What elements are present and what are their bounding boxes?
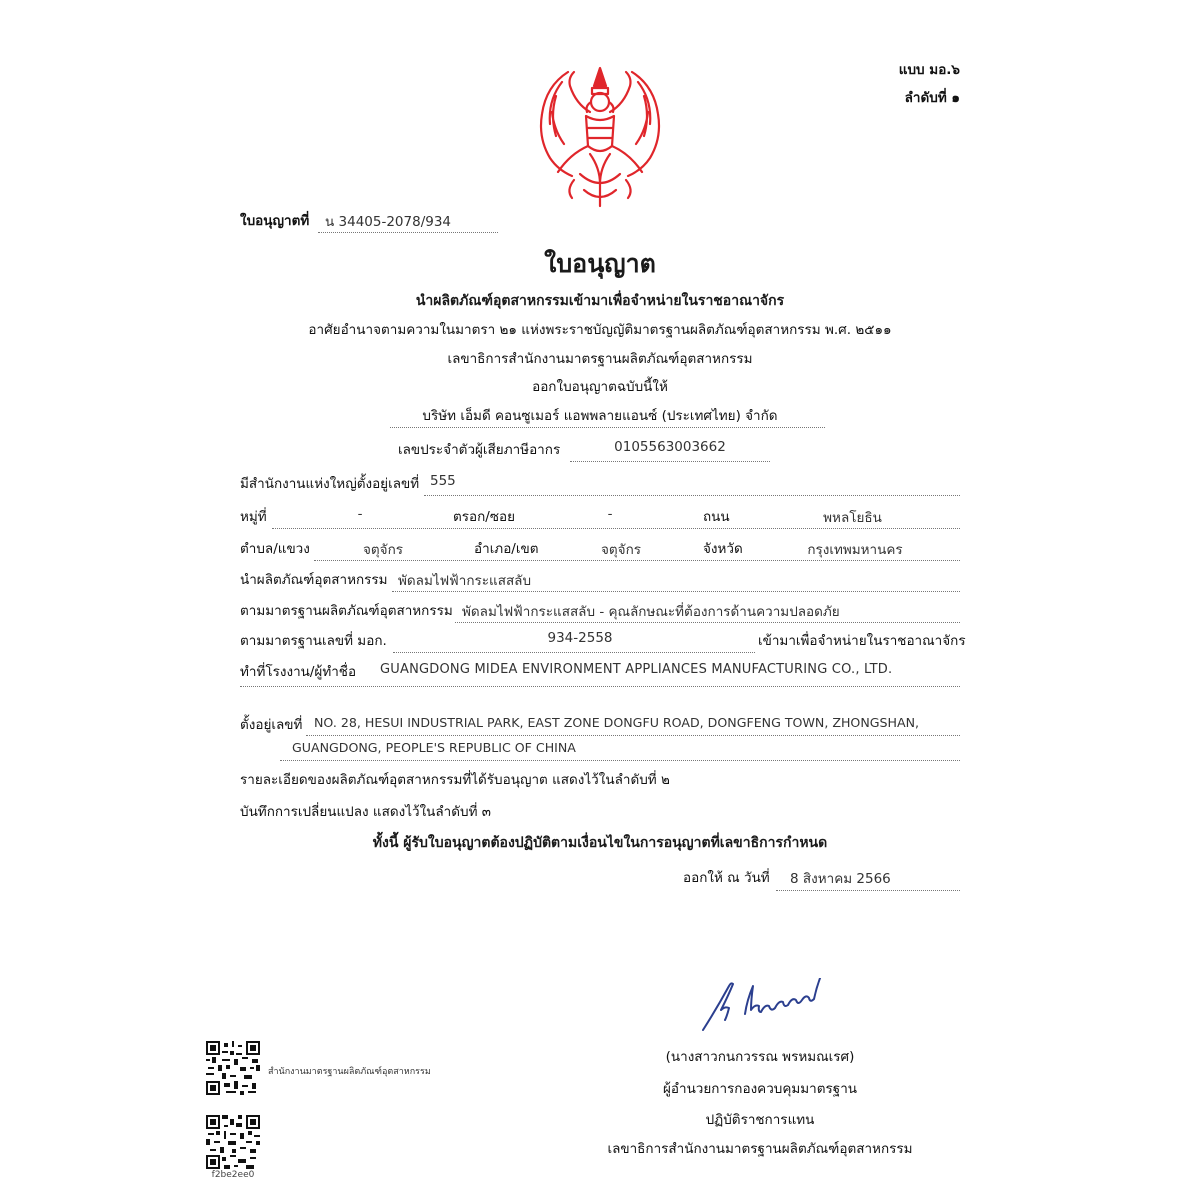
issued-label: ออกให้ ณ วันที่ [683, 870, 770, 886]
license-no-label: ใบอนุญาตที่ [240, 213, 310, 229]
standard-no-suffix: เข้ามาเพื่อจำหน่ายในราชอาณาจักร [758, 633, 966, 649]
province-label: จังหวัด [703, 541, 743, 557]
factory-label: ทำที่โรงงาน/ผู้ทำชื่อ [240, 664, 357, 680]
location-line1: NO. 28, HESUI INDUSTRIAL PARK, EAST ZONE DONGFU ROAD, DONGFENG TOWN, ZHONGSHAN, [314, 715, 920, 730]
soi-label: ตรอก/ซอย [453, 509, 516, 525]
tambon-value: จตุจักร [362, 542, 403, 558]
issuer-line: เลขาธิการสำนักงานมาตรฐานผลิตภัณฑ์อุตสาหกรรม [447, 351, 753, 367]
province-value: กรุงเทพมหานคร [807, 542, 903, 558]
tax-id-value: 0105563003662 [614, 439, 726, 455]
signatory-position: ผู้อำนวยการกองควบคุมมาตรฐาน [662, 1081, 858, 1097]
standard-label: ตามมาตรฐานผลิตภัณฑ์อุตสาหกรรม [240, 603, 453, 619]
form-sequence: ลำดับที่ ๑ [904, 90, 960, 106]
details-line: รายละเอียดของผลิตภัณฑ์อุตสาหกรรมที่ได้รับอนุญาต แสดงไว้ในลำดับที่ ๒ [240, 772, 670, 788]
document-title: ใบอนุญาต [544, 249, 656, 278]
company-name: บริษัท เอ็มดี คอนซูเมอร์ แอพพลายแอนซ์ (ประเทศไทย) จำกัด [422, 408, 778, 424]
changes-line: บันทึกการเปลี่ยนแปลง แสดงไว้ในลำดับที่ ๓ [240, 804, 491, 820]
signature [695, 978, 855, 1036]
factory-name: GUANGDONG MIDEA ENVIRONMENT APPLIANCES MANUFACTURING CO., LTD. [380, 662, 893, 677]
condition-line: ทั้งนี้ ผู้รับใบอนุญาตต้องปฏิบัติตามเงื่อนไขในการอนุญาตที่เลขาธิการกำหนด [372, 835, 828, 851]
standard-no-label: ตามมาตรฐานเลขที่ มอก. [240, 633, 387, 649]
location-label: ตั้งอยู่เลขที่ [240, 717, 303, 733]
standard-no-value: 934-2558 [547, 630, 613, 646]
road-label: ถนน [703, 509, 730, 525]
license-no-value: น 34405-2078/934 [325, 214, 452, 230]
garuda-emblem-icon [528, 62, 673, 212]
qr-code-agency[interactable] [206, 1041, 260, 1095]
hq-number: 555 [430, 473, 456, 489]
issue-to-line: ออกใบอนุญาตฉบับนี้ให้ [532, 379, 668, 395]
signatory-name: (นางสาวกนกวรรณ พรหมณเรศ) [665, 1049, 855, 1065]
issued-date: 8 สิงหาคม 2566 [790, 871, 891, 887]
soi-value: - [607, 506, 613, 522]
qr-code-verify[interactable] [206, 1115, 260, 1169]
signatory-office: เลขาธิการสำนักงานมาตรฐานผลิตภัณฑ์อุตสาหกรรม [607, 1141, 913, 1157]
qr-code-label: f2be2ee0 [211, 1170, 255, 1180]
document-subtitle: นำผลิตภัณฑ์อุตสาหกรรมเข้ามาเพื่อจำหน่ายในราชอาณาจักร [415, 293, 785, 309]
road-value: พหลโยธิน [823, 510, 882, 526]
standard-value: พัดลมไฟฟ้ากระแสสลับ - คุณลักษณะที่ต้องการด้านความปลอดภัย [462, 604, 840, 620]
signatory-acting: ปฏิบัติราชการแทน [705, 1112, 815, 1128]
authority-line: อาศัยอำนาจตามความในมาตรา ๒๑ แห่งพระราชบัญญัติมาตรฐานผลิตภัณฑ์อุตสาหกรรม พ.ศ. ๒๕๑๑ [308, 322, 892, 338]
amphoe-value: จตุจักร [600, 542, 641, 558]
hq-label: มีสำนักงานแห่งใหญ่ตั้งอยู่เลขที่ [240, 476, 420, 492]
product-label: นำผลิตภัณฑ์อุตสาหกรรม [240, 572, 388, 588]
moo-value: - [357, 506, 363, 522]
tambon-label: ตำบล/แขวง [240, 541, 310, 557]
tax-id-label: เลขประจำตัวผู้เสียภาษีอากร [398, 442, 561, 458]
location-line2: GUANGDONG, PEOPLE'S REPUBLIC OF CHINA [292, 740, 576, 755]
product-value: พัดลมไฟฟ้ากระแสสลับ [398, 573, 532, 589]
amphoe-label: อำเภอ/เขต [474, 541, 539, 557]
moo-label: หมู่ที่ [240, 509, 267, 525]
qr-agency-caption: สำนักงานมาตรฐานผลิตภัณฑ์อุตสาหกรรม [268, 1067, 431, 1077]
form-code: แบบ มอ.๖ [898, 62, 960, 78]
